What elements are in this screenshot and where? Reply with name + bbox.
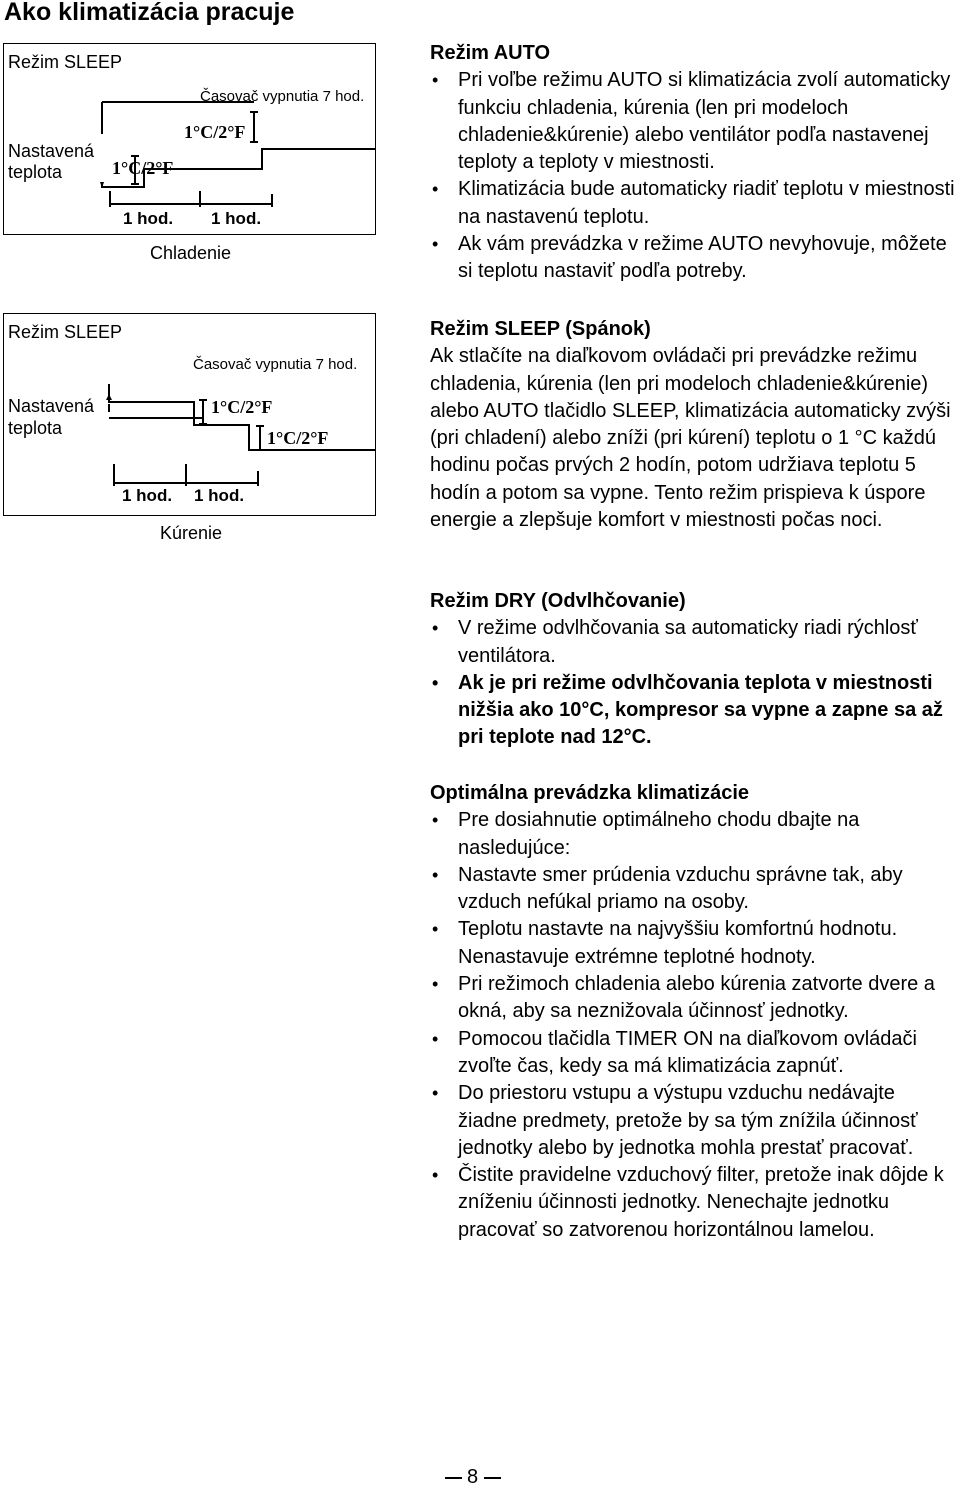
step-label-2: 1°C/2°F (184, 122, 246, 142)
list-item-text: Klimatizácia bude automaticky riadiť teplotu v miestnosti na nastavenú teplotu. (458, 178, 955, 228)
list-item (430, 916, 958, 971)
list-item-text: Do priestoru vstupu a výstupu vzduchu nedávajte žiadne predmety, pretože by sa tým znížila účinnosť jednotky alebo by jednotka mohla prestať pracovať. (458, 1082, 918, 1159)
set-temp-label-line1: Nastavená (8, 396, 95, 416)
bullet-list (430, 807, 958, 1244)
bullet-list (430, 615, 958, 751)
set-temp-label-line2: teplota (8, 418, 63, 438)
bullet-icon: • (432, 810, 439, 831)
step-label-2: 1°C/2°F (267, 428, 329, 448)
step-label-1: 1°C/2°F (112, 158, 174, 178)
mode-label: Režim SLEEP (8, 52, 123, 72)
list-item-text: Pri voľbe režimu AUTO si klimatizácia zvolí automaticky funkciu chladenia, kúrenia (len pri modeloch chladenie&kúrenie) alebo ventilátor podľa nastavenej teploty a teploty v miestnosti. (458, 69, 951, 174)
list-item (430, 807, 958, 862)
section-heading: Režim DRY (Odvlhčovanie) (430, 590, 686, 612)
list-item-text: Pomocou tlačidla TIMER ON na diaľkovom ovládači zvoľte čas, kedy sa má klimatizácia zapnúť. (458, 1027, 917, 1077)
list-item (430, 1162, 958, 1244)
list-item-text: Ak je pri režime odvlhčovania teplota v miestnosti nižšia ako 10°C, kompresor sa vypne a zapne sa až pri teplote nad 12°C. (458, 671, 943, 749)
timer-label: Časovač vypnutia 7 hod. (193, 356, 358, 373)
section-heading: Režim AUTO (430, 42, 551, 64)
auto-mode-section (430, 40, 958, 286)
hour-label-2: 1 hod. (211, 209, 262, 228)
bullet-icon: • (432, 70, 439, 91)
page-number-text: 8 (467, 1466, 479, 1488)
set-temp-label-line2: teplota (8, 162, 63, 182)
bullet-icon: • (432, 974, 439, 995)
list-item-text: V režime odvlhčovania sa automaticky riadi rýchlosť ventilátora. (458, 617, 918, 667)
optimal-operation-section (430, 780, 958, 1244)
sleep-mode-section (430, 316, 958, 534)
list-item-warning (430, 670, 958, 752)
list-item (430, 67, 958, 176)
bullet-icon: • (432, 1083, 439, 1104)
hour-label-2: 1 hod. (194, 486, 245, 505)
hour-label-1: 1 hod. (122, 486, 173, 505)
bullet-icon: • (432, 1028, 439, 1049)
list-item (430, 1026, 958, 1081)
section-heading: Režim SLEEP (Spánok) (430, 318, 651, 340)
set-temp-label-line1: Nastavená (8, 141, 95, 161)
sleep-cooling-diagram (3, 43, 376, 235)
list-item (430, 1080, 958, 1162)
bullet-list (430, 67, 958, 285)
list-item-text: Pri režimoch chladenia alebo kúrenia zatvorte dvere a okná, aby sa neznižovala účinnosť jednotky. (458, 973, 935, 1023)
timer-label: Časovač vypnutia 7 hod. (200, 88, 365, 105)
page-title: Ako klimatizácia pracuje (4, 0, 295, 26)
bullet-icon: • (432, 234, 439, 255)
list-item-text: Nastavte smer prúdenia vzduchu správne tak, aby vzduch nefúkal priamo na osoby. (458, 863, 903, 914)
page-number (467, 1466, 478, 1489)
dry-mode-section (430, 588, 958, 752)
bullet-icon: • (432, 618, 439, 639)
step-label-1: 1°C/2°F (211, 397, 273, 417)
bullet-icon: • (432, 672, 439, 693)
list-item-text: Ak vám prevádzka v režime AUTO nevyhovuje, môžete si teplotu nastaviť podľa potreby. (458, 233, 947, 283)
bullet-icon: • (432, 919, 439, 940)
list-item (430, 971, 958, 1026)
list-item (430, 615, 958, 670)
list-item (430, 176, 958, 231)
bullet-icon: • (432, 179, 439, 200)
bullet-icon: • (432, 1165, 439, 1186)
sleep-heating-diagram (3, 313, 376, 516)
list-item (430, 862, 958, 917)
list-item-text: Čistite pravidelne vzduchový filter, pretože inak dôjde k zníženiu účinnosti jednotky. Nenechajte jednotku pracovať so zatvorenou horizontálnou lamelou. (458, 1164, 944, 1241)
heating-caption: Kúrenie (160, 523, 223, 543)
hour-label-1: 1 hod. (123, 209, 174, 228)
list-item (430, 231, 958, 286)
list-item-text: Teplotu nastavte na najvyššiu komfortnú hodnotu. Nenastavuje extrémne teplotné hodnoty. (458, 918, 898, 968)
cooling-caption: Chladenie (150, 243, 232, 263)
bullet-icon: • (432, 864, 439, 885)
list-item-text: Pre dosiahnutie optimálneho chodu dbajte na nasledujúce: (458, 809, 860, 859)
mode-label: Režim SLEEP (8, 322, 123, 342)
section-body: Ak stlačíte na diaľkovom ovládači pri prevádzke režimu chladenia, kúrenia (len pri modeloch chladenie&kúrenie) alebo AUTO tlačidlo SLEEP, klimatizácia automaticky zvýši (pri chladení) alebo zníži (pri kúrení) teplotu o 1 °C každú hodinu počas prvých 2 hodín, potom udržiava teplotu 5 hodín a potom sa vypne. Tento režim prispieva k úspore energie a zlepšuje komfort v miestnosti počas noci. (430, 345, 951, 532)
section-heading: Optimálna prevádzka klimatizácie (430, 782, 750, 804)
